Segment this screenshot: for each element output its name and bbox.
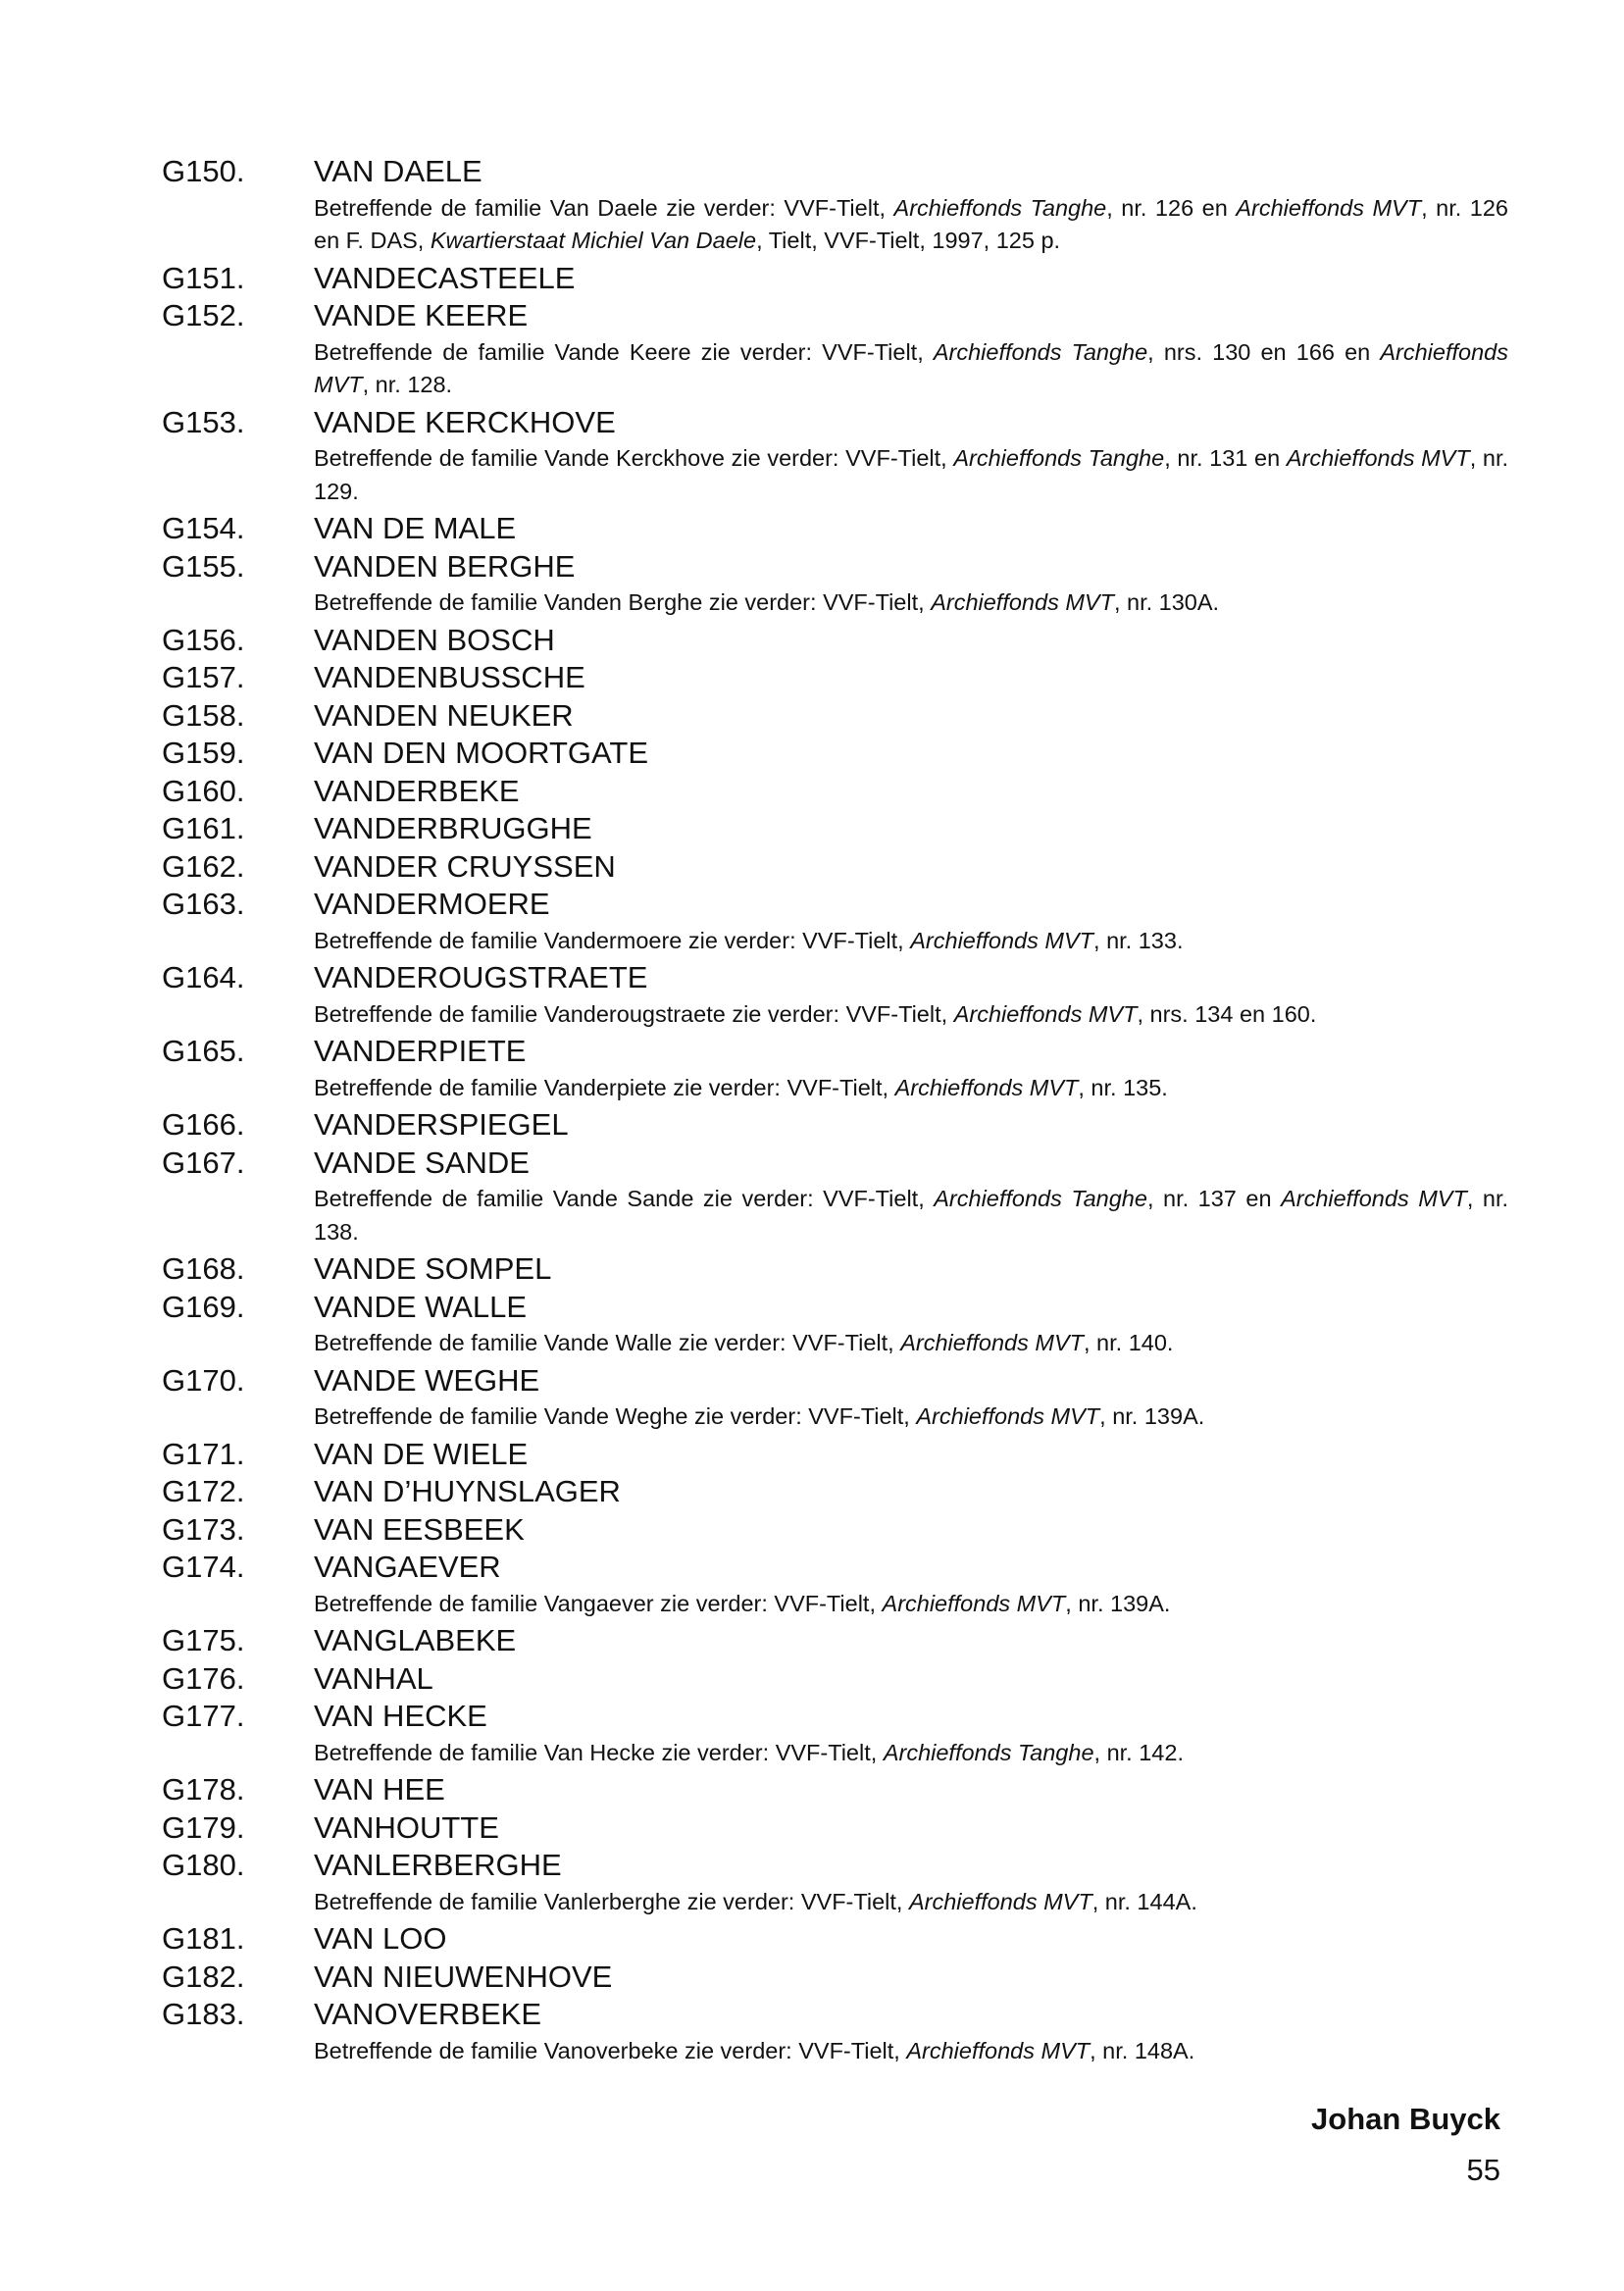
entry-heading	[162, 697, 1525, 736]
note-text: , nr. 131 en	[1164, 445, 1287, 471]
entry-family-name: VANDEN NEUKER	[314, 697, 574, 733]
entry-heading	[162, 1847, 1525, 1885]
entry-family-name: VAN DEN MOORTGATE	[314, 736, 649, 770]
note-text: , nr. 144A.	[1091, 1888, 1197, 1914]
list-item	[162, 735, 1525, 773]
entry-code: G162.	[162, 848, 245, 884]
entry-code: G165.	[162, 1034, 245, 1068]
entry-heading	[162, 1771, 1525, 1809]
archive-title: Archieffonds MVT	[931, 589, 1114, 615]
archive-title: Archieffonds Tanghe	[893, 194, 1107, 221]
list-item	[162, 510, 1525, 548]
archive-title: Archieffonds MVT	[953, 1000, 1138, 1027]
entry-reference-note	[314, 925, 1508, 958]
entry-family-name: VANDEN BERGHE	[314, 548, 576, 584]
entry-reference-note	[314, 1886, 1508, 1919]
entry-heading	[162, 510, 1525, 548]
archive-title: Archieffonds MVT	[1286, 445, 1470, 471]
list-item	[162, 886, 1525, 957]
entry-heading	[162, 1698, 1525, 1736]
entry-heading	[162, 622, 1525, 660]
note-text: , nrs. 130 en 166 en	[1147, 338, 1381, 365]
note-text: , nr. 128.	[362, 372, 453, 397]
entry-reference-note	[314, 442, 1508, 508]
entry-heading	[162, 810, 1525, 848]
note-text: , nr. 140.	[1083, 1330, 1174, 1355]
list-item	[162, 1920, 1525, 1959]
list-item	[162, 1106, 1525, 1145]
entry-family-name: VANDE WALLE	[314, 1289, 528, 1324]
entry-heading	[162, 1362, 1525, 1400]
entry-heading	[162, 548, 1525, 586]
list-item	[162, 959, 1525, 1031]
entry-reference-note	[314, 1400, 1508, 1434]
list-item	[162, 1511, 1525, 1550]
entry-code: G167.	[162, 1145, 245, 1180]
entry-family-name: VANDECASTEELE	[314, 260, 576, 295]
note-text: , nr. 129.	[314, 445, 1509, 504]
entry-family-name: VANLERBERGHE	[314, 1848, 562, 1882]
entry-heading	[162, 659, 1525, 697]
entry-heading	[162, 773, 1525, 811]
archive-title: Archieffonds MVT	[882, 1590, 1066, 1616]
note-text: Betreffende de familie Vanlerberghe zie verder: VVF-Tielt,	[314, 1888, 909, 1914]
note-text: Betreffende de familie Vanderougstraete zie verder: VVF-Tielt,	[314, 1000, 954, 1027]
entry-code: G168.	[162, 1251, 245, 1286]
entry-code: G157.	[162, 660, 245, 694]
entry-family-name: VANDE KEERE	[314, 298, 529, 332]
list-item	[162, 1289, 1525, 1360]
note-text: Betreffende de familie Vande Walle zie verder: VVF-Tielt,	[314, 1330, 901, 1355]
entry-code: G163.	[162, 887, 245, 921]
list-item	[162, 1362, 1525, 1434]
entry-heading	[162, 886, 1525, 924]
entry-reference-note	[314, 998, 1508, 1032]
entry-heading	[162, 1622, 1525, 1660]
entry-family-name: VANGAEVER	[314, 1550, 501, 1584]
entry-code: G155.	[162, 548, 245, 584]
entry-family-name: VANHOUTTE	[314, 1809, 499, 1845]
list-item	[162, 1436, 1525, 1474]
author-signature: Johan Buyck	[1311, 2102, 1500, 2136]
entry-code: G174.	[162, 1550, 245, 1584]
entry-code: G177.	[162, 1699, 245, 1733]
note-text: Betreffende de familie Vande Weghe zie verder: VVF-Tielt,	[314, 1403, 917, 1429]
list-item	[162, 810, 1525, 848]
entry-heading	[162, 404, 1525, 442]
note-text: Betreffende de familie Vanoverbeke zie verder: VVF-Tielt,	[314, 2037, 907, 2063]
entry-heading	[162, 1473, 1525, 1511]
entry-family-name: VANDERBRUGGHE	[314, 811, 592, 845]
note-text: Betreffende de familie Vande Kerckhove zie verder: VVF-Tielt,	[314, 445, 954, 471]
list-item	[162, 1771, 1525, 1809]
note-text: , nr. 133.	[1093, 927, 1184, 953]
entry-family-name: VANDEROUGSTRAETE	[314, 960, 648, 994]
archive-title: Kwartierstaat Michiel Van Daele	[430, 228, 757, 253]
list-item	[162, 848, 1525, 887]
entry-heading	[162, 1660, 1525, 1699]
note-text: , nr. 148A.	[1090, 2037, 1195, 2063]
list-item	[162, 1996, 1525, 2067]
entry-code: G175.	[162, 1623, 245, 1657]
entry-reference-note	[314, 1588, 1508, 1621]
entry-code: G161.	[162, 811, 245, 845]
note-text: Betreffende de familie Vanden Berghe zie verder: VVF-Tielt,	[314, 589, 932, 615]
entry-code: G152.	[162, 298, 245, 332]
list-item	[162, 622, 1525, 660]
archive-title: Archieffonds Tanghe	[933, 338, 1148, 365]
note-text: , nr. 138.	[314, 1186, 1509, 1245]
entry-code: G150.	[162, 154, 245, 188]
note-text: , nr. 126 en	[1106, 194, 1237, 221]
archive-title: Archieffonds Tanghe	[934, 1186, 1147, 1211]
list-item	[162, 1250, 1525, 1289]
entry-family-name: VANDE KERCKHOVE	[314, 404, 616, 439]
note-text: Betreffende de familie Vandermoere zie verder: VVF-Tielt,	[314, 927, 911, 953]
entry-code: G176.	[162, 1660, 245, 1696]
list-item	[162, 1622, 1525, 1660]
entry-code: G169.	[162, 1289, 245, 1324]
entry-heading	[162, 735, 1525, 773]
note-text: , nr. 142.	[1093, 1739, 1184, 1765]
entry-reference-note	[314, 586, 1508, 620]
list-item	[162, 1145, 1525, 1249]
entry-code: G182.	[162, 1959, 245, 1994]
entry-family-name: VANDERBEKE	[314, 773, 520, 808]
entry-family-name: VAN LOO	[314, 1921, 447, 1956]
note-text: Betreffende de familie Vangaever zie verder: VVF-Tielt,	[314, 1590, 883, 1616]
list-item	[162, 1698, 1525, 1769]
entry-family-name: VAN HEE	[314, 1772, 445, 1807]
entry-heading	[162, 297, 1525, 335]
note-text: Betreffende de familie Vande Keere zie verder: VVF-Tielt,	[314, 338, 934, 365]
entry-family-name: VAN DE MALE	[314, 511, 517, 545]
entry-code: G181.	[162, 1921, 245, 1956]
entry-family-name: VANDERMOERE	[314, 887, 550, 921]
entry-reference-note	[314, 2035, 1508, 2068]
entry-list	[162, 153, 1525, 2069]
list-item	[162, 1660, 1525, 1699]
entry-family-name: VANHAL	[314, 1660, 433, 1696]
entry-reference-note	[314, 336, 1508, 402]
note-text: , nr. 139A.	[1065, 1590, 1171, 1616]
entry-code: G166.	[162, 1107, 245, 1142]
note-text: Betreffende de familie Van Daele zie verder: VVF-Tielt,	[314, 194, 894, 221]
note-text: , nr. 130A.	[1113, 589, 1220, 615]
entry-code: G160.	[162, 773, 245, 808]
list-item	[162, 1033, 1525, 1104]
archive-title: Archieffonds MVT	[910, 927, 1094, 953]
entry-family-name: VANDE SOMPEL	[314, 1251, 552, 1286]
list-item	[162, 548, 1525, 620]
entry-family-name: VANDEN BOSCH	[314, 622, 555, 657]
entry-heading	[162, 1959, 1525, 1997]
entry-code: G154.	[162, 511, 245, 545]
entry-code: G159.	[162, 736, 245, 770]
entry-family-name: VANDER CRUYSSEN	[314, 848, 616, 884]
entry-code: G151.	[162, 260, 245, 295]
entry-heading	[162, 848, 1525, 887]
list-item	[162, 659, 1525, 697]
list-item	[162, 1473, 1525, 1511]
entry-heading	[162, 959, 1525, 997]
entry-family-name: VANDE WEGHE	[314, 1362, 540, 1398]
entry-heading	[162, 1549, 1525, 1587]
note-text: Betreffende de familie Vanderpiete zie verder: VVF-Tielt,	[314, 1074, 895, 1100]
entry-code: G171.	[162, 1436, 245, 1471]
archive-title: Archieffonds MVT	[906, 2037, 1091, 2063]
list-item	[162, 1959, 1525, 1997]
entry-code: G153.	[162, 404, 245, 439]
entry-family-name: VANDERSPIEGEL	[314, 1107, 569, 1142]
entry-code: G180.	[162, 1848, 245, 1882]
note-text: , nr. 137 en	[1146, 1186, 1282, 1211]
archive-title: Archieffonds MVT	[1236, 194, 1422, 221]
entry-heading	[162, 1809, 1525, 1848]
entry-code: G178.	[162, 1772, 245, 1807]
entry-code: G172.	[162, 1474, 245, 1508]
entry-heading	[162, 1250, 1525, 1289]
list-item	[162, 773, 1525, 811]
archive-title: Archieffonds MVT	[916, 1403, 1100, 1429]
entry-code: G158.	[162, 697, 245, 733]
note-text: Betreffende de familie Vande Sande zie verder: VVF-Tielt,	[314, 1186, 935, 1211]
entry-family-name: VAN HECKE	[314, 1699, 487, 1733]
entry-heading	[162, 1996, 1525, 2034]
entry-family-name: VAN NIEUWENHOVE	[314, 1959, 613, 1994]
note-text: , nr. 139A.	[1099, 1403, 1205, 1429]
page-number: 55	[1466, 2153, 1500, 2187]
entry-family-name: VANGLABEKE	[314, 1623, 517, 1657]
list-item	[162, 260, 1525, 298]
note-text: , nr. 126 en F. DAS,	[314, 194, 1509, 253]
entry-family-name: VAN EESBEEK	[314, 1511, 525, 1547]
list-item	[162, 153, 1525, 258]
entry-reference-note	[314, 1072, 1508, 1105]
entry-code: G173.	[162, 1511, 245, 1547]
entry-family-name: VAN D’HUYNSLAGER	[314, 1474, 621, 1508]
entry-family-name: VANDENBUSSCHE	[314, 660, 585, 694]
note-text: Betreffende de familie Van Hecke zie verder: VVF-Tielt,	[314, 1739, 884, 1765]
entry-heading	[162, 1106, 1525, 1145]
entry-heading	[162, 1145, 1525, 1183]
entry-code: G183.	[162, 1997, 245, 2031]
entry-heading	[162, 1511, 1525, 1550]
entry-heading	[162, 153, 1525, 191]
entry-reference-note	[314, 192, 1508, 258]
archive-title: Archieffonds Tanghe	[883, 1739, 1094, 1765]
archive-title: Archieffonds MVT	[314, 338, 1508, 397]
archive-title: Archieffonds MVT	[900, 1330, 1084, 1355]
entry-family-name: VAN DAELE	[314, 154, 482, 188]
list-item	[162, 697, 1525, 736]
entry-heading	[162, 1289, 1525, 1327]
archive-title: Archieffonds MVT	[1281, 1186, 1467, 1211]
entry-family-name: VANDERPIETE	[314, 1034, 527, 1068]
archive-title: Archieffonds Tanghe	[953, 445, 1165, 471]
entry-code: G164.	[162, 960, 245, 994]
entry-family-name: VANOVERBEKE	[314, 1997, 542, 2031]
entry-reference-note	[314, 1327, 1508, 1360]
entry-code: G170.	[162, 1362, 245, 1398]
entry-heading	[162, 1033, 1525, 1071]
entry-heading	[162, 1436, 1525, 1474]
entry-family-name: VANDE SANDE	[314, 1145, 530, 1180]
entry-heading	[162, 260, 1525, 298]
entry-code: G179.	[162, 1809, 245, 1845]
note-text: , Tielt, VVF-Tielt, 1997, 125 p.	[756, 228, 1061, 253]
list-item	[162, 1847, 1525, 1918]
list-item	[162, 1809, 1525, 1848]
archive-title: Archieffonds MVT	[908, 1888, 1092, 1914]
note-text: , nrs. 134 en 160.	[1137, 1000, 1317, 1027]
entry-reference-note	[314, 1737, 1508, 1770]
list-item	[162, 297, 1525, 402]
entry-family-name: VAN DE WIELE	[314, 1436, 529, 1471]
list-item	[162, 1549, 1525, 1620]
archive-title: Archieffonds MVT	[894, 1074, 1079, 1100]
note-text: , nr. 135.	[1078, 1074, 1168, 1100]
entry-code: G156.	[162, 622, 245, 657]
entry-heading	[162, 1920, 1525, 1959]
list-item	[162, 404, 1525, 509]
entry-reference-note	[314, 1183, 1508, 1248]
